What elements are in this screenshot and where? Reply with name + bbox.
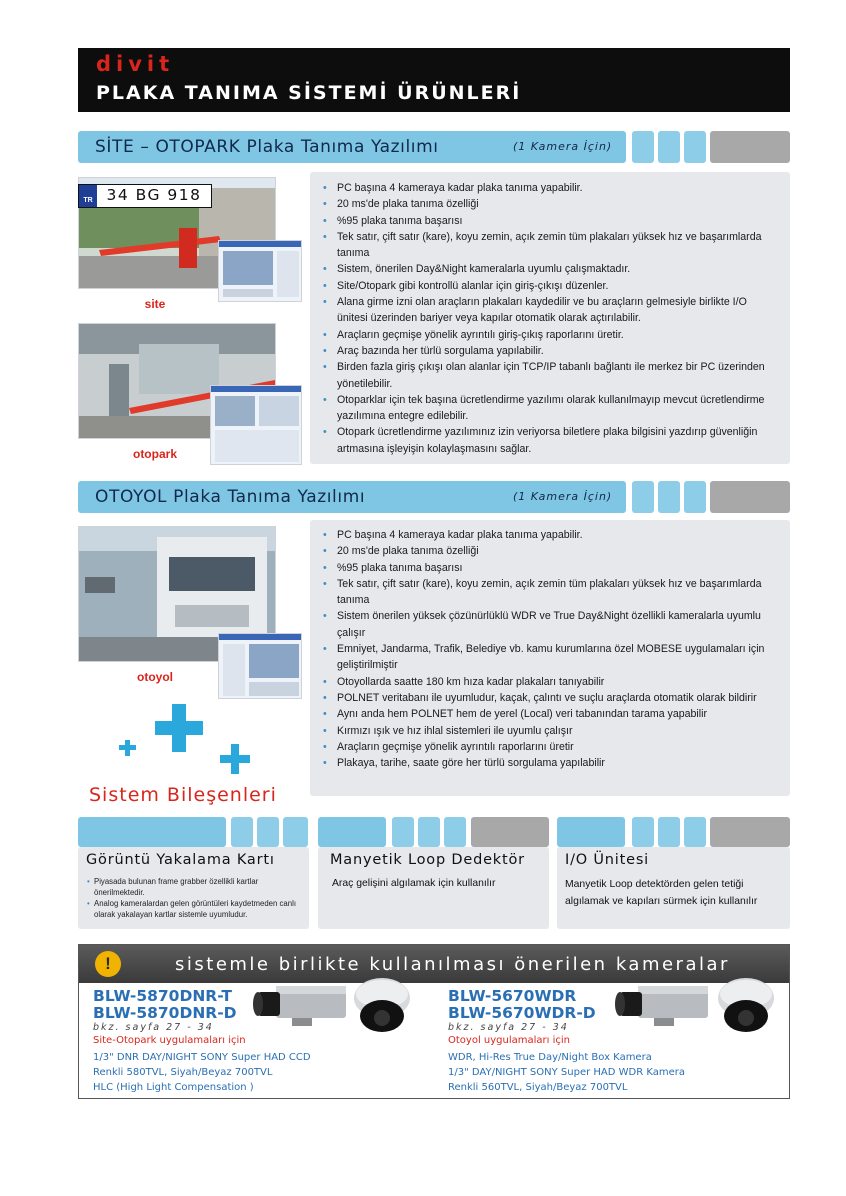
decor-block (710, 817, 790, 847)
camera-model: BLW-5670WDR-D (448, 1004, 596, 1022)
list-item: • Araç bazında her türlü sorgulama yapılabilir. (320, 343, 775, 359)
camera-spec: 1/3" DAY/NIGHT SONY Super HAD WDR Kamera (448, 1067, 685, 1078)
page-title: PLAKA TANIMA SİSTEMİ ÜRÜNLERİ (96, 82, 522, 104)
list-item: • Birden fazla giriş çıkışı olan alanlar için TCP/IP tabanlı bağlantı ile merkez bir PC üzerinden yönetilebilir. (320, 359, 775, 392)
decor-block (684, 131, 706, 163)
decor-block (632, 131, 654, 163)
decor-block (257, 817, 279, 847)
list-item: • Otopark ücretlendirme yazılımınız izin veriyorsa biletlere plaka bilgisini yazdırıp güvenliğin artmasına işleyişin kolaylaşmasını sağlar. (320, 424, 775, 457)
otopark-photo-caption: otopark (132, 447, 177, 461)
software-screenshot (210, 385, 302, 465)
dome-camera-image (352, 976, 412, 1034)
list-item: • Sistem, önerilen Day&Night kameralarla uyumlu çalışmaktadır. (320, 261, 775, 277)
brand-logo: divit (96, 52, 175, 76)
list-item: • Kırmızı ışık ve hız ihlal sistemleri ile uyumlu çalışır (320, 723, 775, 739)
component-io-unit (557, 847, 790, 929)
decor-block (710, 131, 790, 163)
list-item: • %95 plaka tanıma başarısı (320, 560, 775, 576)
list-item: • Araçların geçmişe yönelik ayrıntılı raporlarını üretir (320, 739, 775, 755)
list-item: • 20 ms'de plaka tanıma özelliği (320, 543, 775, 559)
list-item: • 20 ms'de plaka tanıma özelliği (320, 196, 775, 212)
warning-icon: ! (95, 951, 121, 977)
list-item: • PC başına 4 kameraya kadar plaka tanıma yapabilir. (320, 527, 775, 543)
otoyol-section-note: (1 Kamera İçin) (513, 490, 613, 503)
site-photo-caption: site (144, 297, 166, 311)
decor-block (710, 481, 790, 513)
decor-block (632, 481, 654, 513)
page-reference: bkz. sayfa 27 - 34 (93, 1022, 214, 1033)
list-item: • Otoparklar için tek başına ücretlendirme yazılımı olarak kullanılmayıp mevcut ücretlendirme yazılımına entegre edilebilir. (320, 392, 775, 425)
decor-block (392, 817, 414, 847)
decor-block (471, 817, 549, 847)
list-item: • Sistem önerilen yüksek çözünürlüklü WDR ve True Day&Night özellikli kameralarla uyumlu çalışır (320, 608, 775, 641)
component-title: Manyetik Loop Dedektör (330, 852, 525, 868)
decor-block (283, 817, 308, 847)
camera-usage: Site-Otopark uygulamaları için (93, 1035, 246, 1046)
list-item: • Site/Otopark gibi kontrollü alanlar için giriş-çıkışı düzenler. (320, 278, 775, 294)
camera-model: BLW-5870DNR-T (93, 987, 232, 1005)
system-components-title: Sistem Bileşenleri (89, 784, 277, 806)
component-list (86, 876, 306, 920)
box-camera-image (252, 980, 348, 1028)
dome-camera-image (716, 976, 776, 1034)
site-features-panel (310, 172, 790, 464)
plate-number: 34 BG 918 (106, 186, 202, 204)
decor-block (444, 817, 466, 847)
component-frame-grabber (78, 847, 309, 929)
plate-country: TR (79, 185, 97, 207)
site-section-title: SİTE – OTOPARK Plaka Tanıma Yazılımı (95, 137, 439, 157)
otoyol-features-list (320, 527, 775, 771)
license-plate (78, 184, 212, 208)
box-camera-image (614, 980, 710, 1028)
decor-block (658, 481, 680, 513)
component-title: Görüntü Yakalama Kartı (86, 852, 275, 868)
component-bar (78, 817, 226, 847)
decor-block (684, 817, 706, 847)
list-item: • Alana girme izni olan araçların plakaları kaydedilir ve bu araçların gelmesiyle birlikte I/O ünitesi üzerinden bariyer veya kapılar otomatik olarak açtırılabilir. (320, 294, 775, 327)
camera-usage: Otoyol uygulamaları için (448, 1035, 570, 1046)
list-item: • Plakaya, tarihe, saate göre her türlü sorgulama yapılabilir (320, 755, 775, 771)
camera-model: BLW-5670WDR (448, 987, 577, 1005)
otoyol-section-title: OTOYOL Plaka Tanıma Yazılımı (95, 487, 366, 507)
list-item: • %95 plaka tanıma başarısı (320, 213, 775, 229)
camera-spec: HLC (High Light Compensation ) (93, 1082, 254, 1093)
cameras-header-title: sistemle birlikte kullanılması önerilen kameralar (175, 954, 730, 975)
camera-spec: 1/3" DNR DAY/NIGHT SONY Super HAD CCD (93, 1052, 311, 1063)
component-bar (318, 817, 386, 847)
list-item: • POLNET veritabanı ile uyumludur, kaçak, çalıntı ve suçlu araçlarda otomatik olarak bildirir (320, 690, 775, 706)
list-item: • Analog kameralardan gelen görüntüleri kaydetmeden canlı olarak yakalayan kartlar sistemle uyumludur. (86, 898, 306, 920)
camera-spec: Renkli 580TVL, Siyah/Beyaz 700TVL (93, 1067, 273, 1078)
software-screenshot (218, 240, 302, 302)
camera-spec: Renkli 560TVL, Siyah/Beyaz 700TVL (448, 1082, 628, 1093)
otoyol-features-panel (310, 520, 790, 796)
decor-block (632, 817, 654, 847)
component-title: I/O Ünitesi (565, 852, 650, 868)
list-item: • Tek satır, çift satır (kare), koyu zemin, açık zemin tüm plakaları yüksek hız ve başarımlarda tanıma (320, 576, 775, 609)
decor-block (418, 817, 440, 847)
decor-block (684, 481, 706, 513)
site-features-list (320, 180, 775, 457)
decor-block (658, 131, 680, 163)
camera-model: BLW-5870DNR-D (93, 1004, 237, 1022)
component-loop-detector (318, 847, 549, 929)
camera-spec: WDR, Hi-Res True Day/Night Box Kamera (448, 1052, 652, 1063)
list-item: • Piyasada bulunan frame grabber özellikli kartlar önerilmektedir. (86, 876, 306, 898)
list-item: • Otoyollarda saatte 180 km hıza kadar plakaları tanıyabilir (320, 674, 775, 690)
list-item: • Tek satır, çift satır (kare), koyu zemin, açık zemin tüm plakaları yüksek hız ve başarımlarda tanıma (320, 229, 775, 262)
component-bar (557, 817, 625, 847)
site-section-note: (1 Kamera İçin) (513, 140, 613, 153)
decor-block (658, 817, 680, 847)
decor-block (231, 817, 253, 847)
list-item: • Aynı anda hem POLNET hem de yerel (Local) veri tabanından tarama yapabilir (320, 706, 775, 722)
list-item: • PC başına 4 kameraya kadar plaka tanıma yapabilir. (320, 180, 775, 196)
list-item: • Araçların geçmişe yönelik ayrıntılı giriş-çıkış raporlarını üretir. (320, 327, 775, 343)
software-screenshot (218, 633, 302, 699)
component-text: Araç gelişini algılamak için kullanılır (332, 878, 496, 889)
component-text: Manyetik Loop detektörden gelen tetiği algılamak ve kapıları sürmek için kullanılır (565, 879, 758, 907)
otoyol-photo-caption: otoyol (137, 670, 173, 684)
page-reference: bkz. sayfa 27 - 34 (448, 1022, 569, 1033)
list-item: • Emniyet, Jandarma, Trafik, Belediye vb. kamu kurumlarına özel MOBESE uygulamaları için geliştirilmiştir (320, 641, 775, 674)
